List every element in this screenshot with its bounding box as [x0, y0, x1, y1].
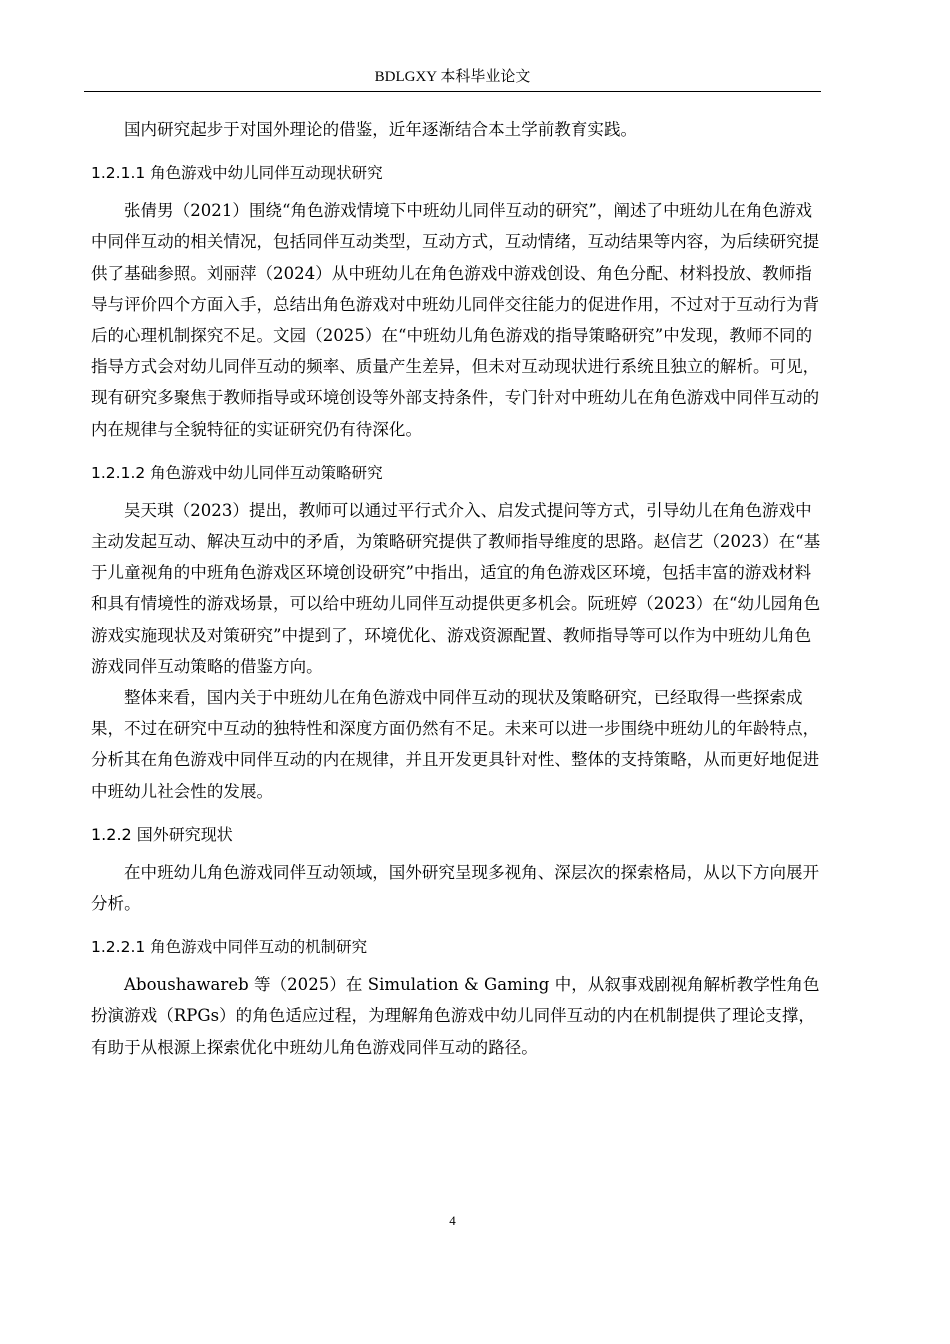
intro-paragraph: 国内研究起步于对国外理论的借鉴，近年逐渐结合本土学前教育实践。 — [124, 120, 638, 139]
document-body — [91, 114, 821, 1063]
header-divider — [84, 91, 821, 92]
section-1-2-1-2-paragraph-2: 整体来看，国内关于中班幼儿在角色游戏中同伴互动的现状及策略研究，已经取得一些探索成果，不过在研究中互动的独特性和深度方面仍然有不足。未来可以进一步围绕中班幼儿的年龄特点，分析其在角色游戏中同伴互动的内在规律，并且开发更具针对性、整体的支持策略，从而更好地促进中班幼儿社会性的发展。 — [91, 688, 820, 801]
section-heading-1-2-2: 1.2.2 国外研究现状 — [91, 824, 233, 844]
page-header-title: BDLGXY 本科毕业论文 — [374, 69, 531, 85]
section-1-2-2-1-paragraph: Aboushawareb 等（2025）在 Simulation & Gaming 中，从叙事戏剧视角解析教学性角色扮演游戏（RPGs）的角色适应过程，为理解角色游戏中幼儿同伴互动的内在机制提供了理论支撑，有助于从根源上探索优化中班幼儿角色游戏同伴互动的路径。 — [91, 975, 820, 1057]
section-heading-1-2-1-1: 1.2.1.1 角色游戏中幼儿同伴互动现状研究 — [91, 164, 383, 183]
section-heading-1-2-2-1: 1.2.2.1 角色游戏中同伴互动的机制研究 — [91, 938, 368, 957]
section-1-2-2-paragraph: 在中班幼儿角色游戏同伴互动领域，国外研究呈现多视角、深层次的探索格局，从以下方向展开分析。 — [91, 862, 820, 914]
section-1-2-1-2-paragraph-1: 吴天琪（2023）提出，教师可以通过平行式介入、启发式提问等方式，引导幼儿在角色游戏中主动发起互动、解决互动中的矛盾，为策略研究提供了教师指导维度的思路。赵信艺（2023）在“基于儿童视角的中班角色游戏区环境创设研究”中指出，适宜的角色游戏区环境，包括丰富的游戏材料和具有情境性的游戏场景，可以给中班幼儿同伴互动提供更多机会。阮班婷（2023）在“幼儿园角色游戏实施现状及对策研究”中提到了，环境优化、游戏资源配置、教师指导等可以作为中班幼儿角色游戏同伴互动策略的借鉴方向。 — [91, 500, 821, 676]
page-number: 4 — [449, 1213, 456, 1228]
section-1-2-1-1-paragraph: 张倩男（2021）围绕“角色游戏情境下中班幼儿同伴互动的研究”，阐述了中班幼儿在角色游戏中同伴互动的相关情况，包括同伴互动类型，互动方式，互动情绪，互动结果等内容，为后续研究提供了基础参照。刘丽萍（2024）从中班幼儿在角色游戏中游戏创设、角色分配、材料投放、教师指导与评价四个方面入手，总结出角色游戏对中班幼儿同伴交往能力的促进作用，不过对于互动行为背后的心理机制探究不足。文园（2025）在“中班幼儿角色游戏的指导策略研究”中发现，教师不同的指导方式会对幼儿同伴互动的频率、质量产生差异，但未对互动现状进行系统且独立的解析。可见，现有研究多聚焦于教师指导或环境创设等外部支持条件，专门针对中班幼儿在角色游戏中同伴互动的内在规律与全貌特征的实证研究仍有待深化。 — [91, 201, 820, 439]
section-heading-1-2-1-2: 1.2.1.2 角色游戏中幼儿同伴互动策略研究 — [91, 463, 383, 482]
